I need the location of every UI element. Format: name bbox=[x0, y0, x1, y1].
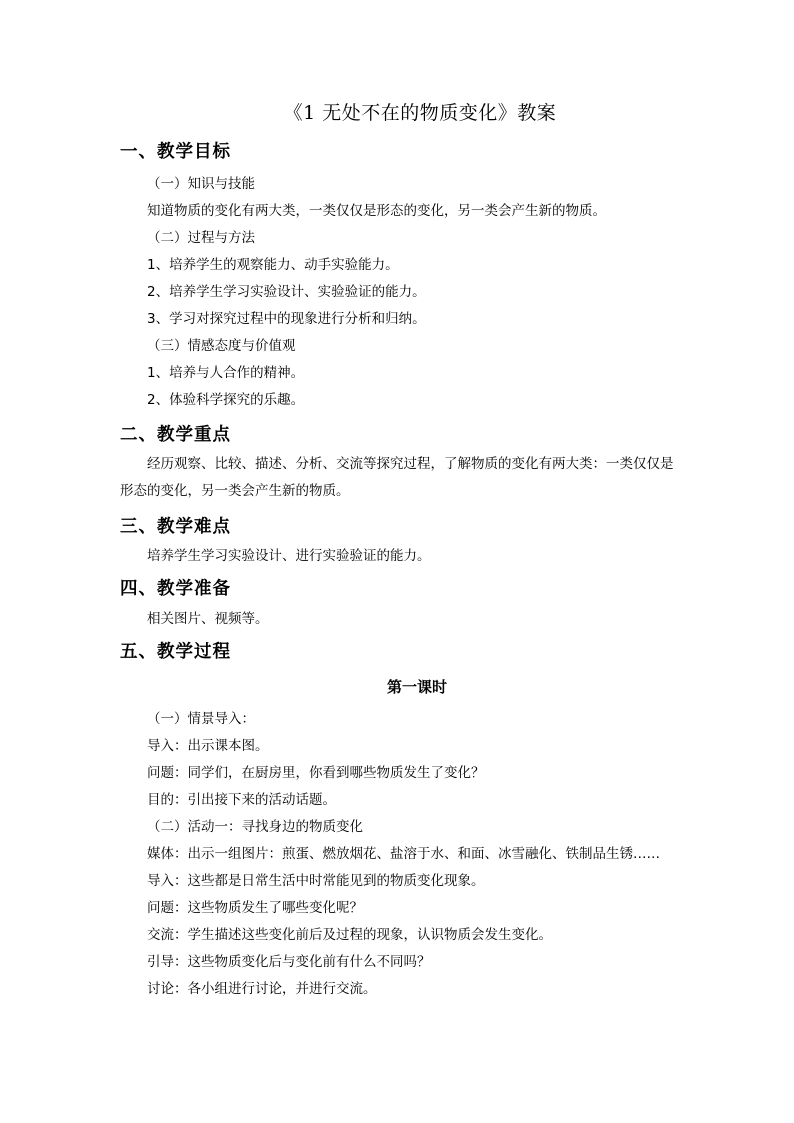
document-title: 《1 无处不在的物质变化》教案 bbox=[283, 102, 557, 124]
process-line: 问题：同学们，在厨房里，你看到哪些物质发生了变化？ bbox=[147, 765, 485, 781]
section-heading-preparation: 四、教学准备 bbox=[120, 579, 231, 599]
process-line: 讨论：各小组进行讨论，并进行交流。 bbox=[147, 981, 377, 997]
subheading-attitude: （三）情感态度与价值观 bbox=[147, 338, 296, 354]
lesson-heading: 第一课时 bbox=[386, 678, 447, 696]
key-points-text: 经历观察、比较、描述、分析、交流等探究过程，了解物质的变化有两大类：一类仅仅是形态的变化，另一类会产生新的物质。 bbox=[120, 456, 674, 499]
section-heading-key-points: 二、教学重点 bbox=[120, 425, 231, 445]
process-line: （一）情景导入： bbox=[147, 711, 255, 727]
process-line: 引导：这些物质变化后与变化前有什么不同吗？ bbox=[147, 954, 431, 970]
process-line: 问题：这些物质发生了哪些变化呢？ bbox=[147, 900, 363, 916]
list-item: 3、学习对探究过程中的现象进行分析和归纳。 bbox=[147, 311, 426, 327]
preparation-text: 相关图片、视频等。 bbox=[147, 611, 269, 627]
process-line: 导入：出示课本图。 bbox=[147, 738, 269, 754]
section-heading-difficulties: 三、教学难点 bbox=[120, 517, 231, 537]
subheading-knowledge: （一）知识与技能 bbox=[147, 176, 255, 192]
difficulties-text: 培养学生学习实验设计、进行实验验证的能力。 bbox=[147, 548, 431, 564]
list-item: 2、培养学生学习实验设计、实验验证的能力。 bbox=[147, 284, 426, 300]
section-heading-process: 五、教学过程 bbox=[120, 642, 231, 662]
process-line: 目的：引出接下来的活动话题。 bbox=[147, 792, 336, 808]
list-item: 1、培养学生的观察能力、动手实验能力。 bbox=[147, 257, 399, 273]
process-line: 交流：学生描述这些变化前后及过程的现象，认识物质会发生变化。 bbox=[147, 927, 552, 943]
list-item: 2、体验科学探究的乐趣。 bbox=[147, 392, 305, 408]
section-heading-objectives: 一、教学目标 bbox=[120, 142, 231, 162]
subheading-process: （二）过程与方法 bbox=[147, 230, 255, 246]
process-line: （二）活动一：寻找身边的物质变化 bbox=[147, 819, 363, 835]
process-line: 媒体：出示一组图片：煎蛋、燃放烟花、盐溶于水、和面、冰雪融化、铁制品生锈…… bbox=[147, 846, 660, 862]
list-item: 1、培养与人合作的精神。 bbox=[147, 365, 305, 381]
process-line: 导入：这些都是日常生活中时常能见到的物质变化现象。 bbox=[147, 873, 485, 889]
knowledge-text: 知道物质的变化有两大类，一类仅仅是形态的变化，另一类会产生新的物质。 bbox=[147, 203, 606, 219]
